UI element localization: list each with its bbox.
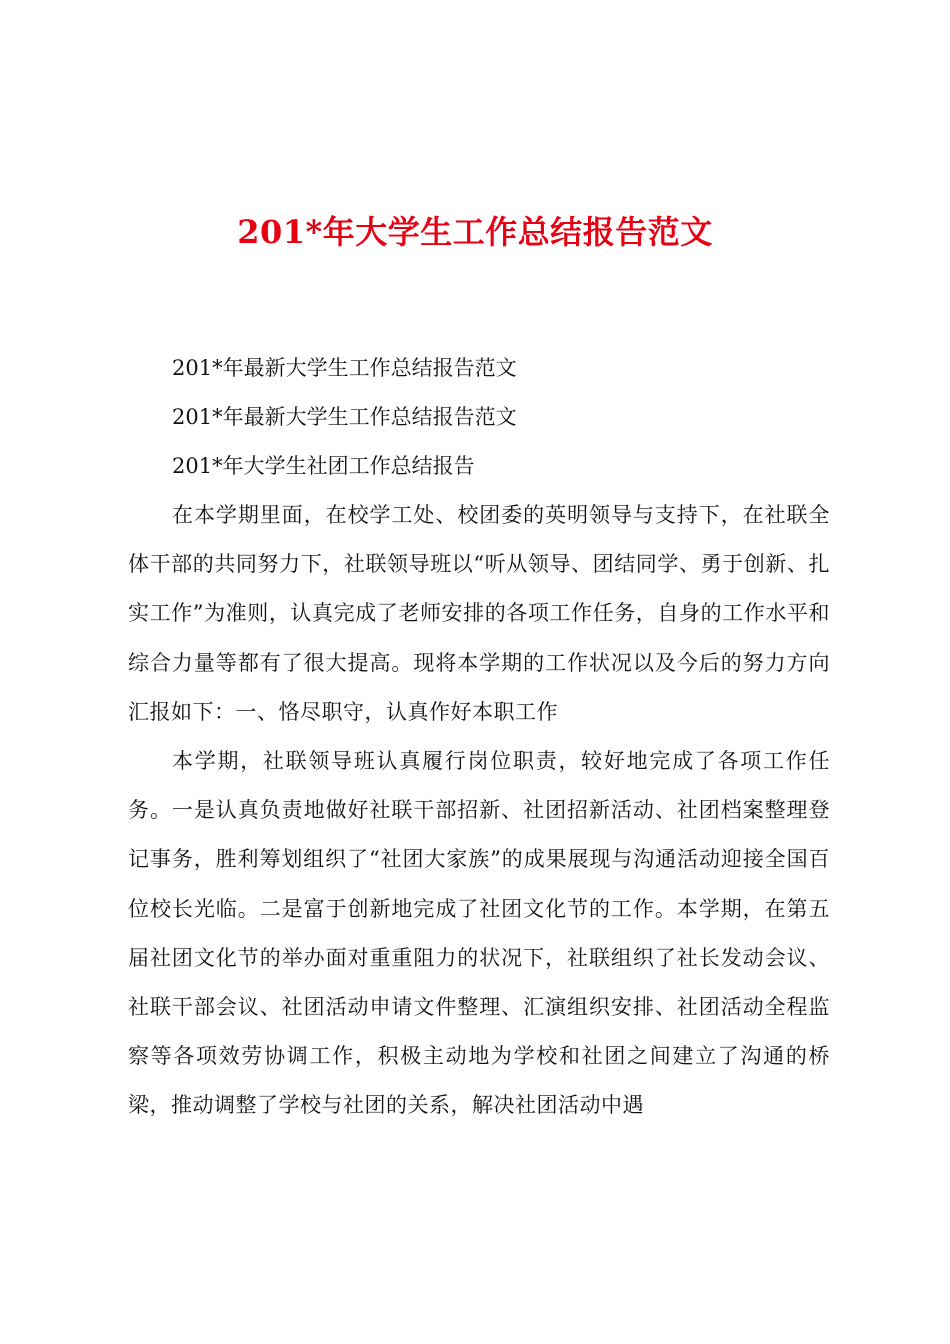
document-title: 201*年大学生工作总结报告范文 — [237, 213, 713, 251]
body-paragraph: 本学期，社联领导班认真履行岗位职责，较好地完成了各项工作任务。一是认真负责地做好社联干部招新、社团招新活动、社团档案整理登记事务，胜利筹划组织了“社团大家族”的成果展现与沟通活动迎接全国百位校长光临。二是富于创新地完成了社团文化节的工作。本学期，在第五届社团文化节的举办面对重重阻力的状况下，社联组织了社长发动会议、社联干部会议、社团活动申请文件整理、汇演组织安排、社团活动全程监察等各项效劳协调工作，积极主动地为学校和社团之间建立了沟通的桥梁，推动调整了学校与社团的关系，解决社团活动中遇 — [128, 749, 830, 1118]
body-line: 201*年最新大学生工作总结报告范文 — [172, 405, 517, 429]
body-line: 201*年大学生社团工作总结报告 — [172, 454, 475, 478]
body-paragraph: 在本学期里面，在校学工处、校团委的英明领导与支持下，在社联全体干部的共同努力下，社联领导班以“听从领导、团结同学、勇于创新、扎实工作”为准则，认真完成了老师安排的各项工作任务，自身的工作水平和综合力量等都有了很大提高。现将本学期的工作状况以及今后的努力方向汇报如下：一、恪尽职守，认真作好本职工作 — [128, 503, 830, 724]
document-body — [128, 344, 830, 1131]
body-line: 201*年最新大学生工作总结报告范文 — [172, 356, 517, 380]
